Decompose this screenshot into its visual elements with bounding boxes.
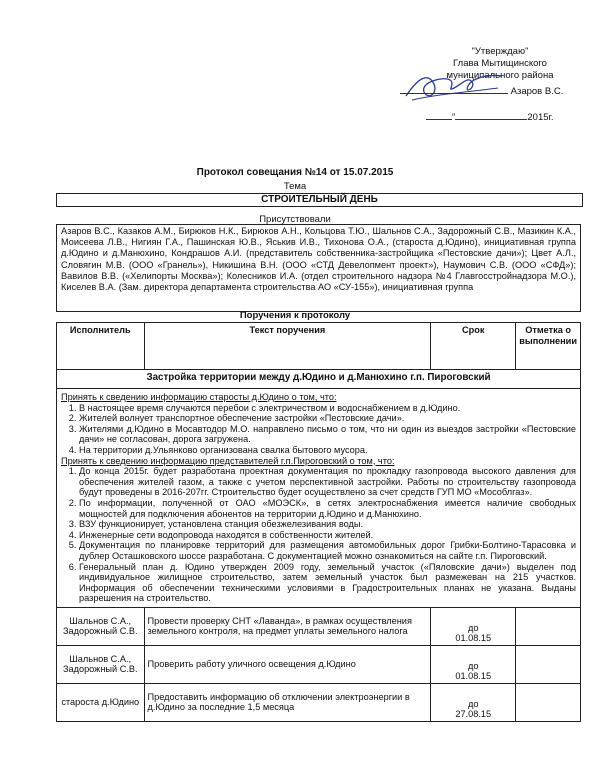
approval-line-1: "Утверждаю" [471, 46, 529, 57]
section-title: Застройка территории между д.Юдино и д.Манюхино г.п. Пироговский [57, 370, 581, 389]
row-deadline [431, 645, 516, 683]
representatives-list [61, 466, 576, 604]
date-year: 2015г. [527, 112, 554, 123]
table-header-row [57, 323, 581, 370]
theme-value: СТРОИТЕЛЬНЫЙ ДЕНЬ [56, 193, 583, 207]
orders-table [56, 322, 581, 722]
deadline-date: 01.08.15 [455, 632, 492, 643]
intro-headman: Принять к сведению информацию старосты д.Юдино о том, что: [61, 392, 337, 402]
row-mark [516, 607, 581, 645]
approval-line-3: муниципального района [446, 70, 554, 81]
orders-label: Поручения к протоколу [239, 310, 351, 321]
approval-line-2: Глава Мытищинского [453, 58, 547, 69]
attendees-list: Азаров В.С., Казаков А.М., Бирюков Н.К., Бирюков А.Н., Кольцова Т.Ю., Шальнов С.А., Задорожный С.В., Мазикин К.А., Моисеева Л.В., Нигиян Г.А., Пашинская Ю.В., Яськив И.В., Тихонова О.А., (староста д.Юдино), инициативная группа д.Юдино и д.Манюхино, Кондрашов А.И. (представитель собственника-застройщика «Пестовские дачи»); Цвет А.Л., Словягин М.В. (ООО «Гранель»), Никишина В.Н. (ООО «СТД Девелопмент проект»), Наумович С.В. (ООО «СФД»); Вавилов В.В. («Хелипорты Москва»); Колесников И.А. (отдел строительного надзора №4 Главгосстройнадзора М.О.), Киселев В.А. (Зам. директора департамента строительства АО «СУ-155»), инициативная группа [56, 224, 581, 312]
list-item: 2. По информации, полученной от ОАО «МОЭСК», в сетях электроснабжения имеется наличие свободных мощностей для подключения абонентов на территории д.Юдино и д.Манюхино. [79, 498, 576, 519]
deadline-date: 01.08.15 [455, 670, 492, 681]
row-deadline [431, 607, 516, 645]
signature-underline [400, 93, 508, 94]
row-executor: староста д.Юдино [57, 683, 145, 721]
row-deadline [431, 683, 516, 721]
list-item: 3. Жителями д.Юдино в Мосавтодор М.О. направлено письмо о том, что ни один из выездов застройки «Пестовские дачи» не согласован, дорога загружена. [79, 424, 576, 445]
deadline-date: 27.08.15 [455, 708, 492, 719]
row-task: Провести проверку СНТ «Лаванда», в рамках осуществления земельного контроля, на предмет уплаты земельного налога [144, 607, 431, 645]
deadline-prefix: до [467, 660, 479, 671]
month-blank [455, 119, 527, 120]
list-item: 2. Жителей волнует транспортное обеспечение застройки «Пестовские дачи». [79, 413, 576, 424]
theme-label: Тема [283, 181, 307, 192]
row-executor: Шальнов С.А., Задорожный С.В. [57, 607, 145, 645]
present-label: Присутствовали [259, 214, 331, 225]
headman-list [61, 403, 576, 456]
table-row [57, 683, 581, 721]
row-mark [516, 683, 581, 721]
list-item: 5. Документация по планировке территорий для размещения автомобильных дорог Грибки-Болтино-Тарасовка и дублер Осташковского шоссе разработана. С документацией можно ознакомиться на сайте г.п. Пироговский. [79, 540, 576, 561]
section-row [57, 370, 581, 389]
body-row [57, 389, 581, 608]
approval-date-line [426, 112, 586, 123]
header-term: Срок [431, 323, 516, 370]
header-text: Текст поручения [144, 323, 431, 370]
row-executor: Шальнов С.А., Задорожный С.В. [57, 645, 145, 683]
row-mark [516, 645, 581, 683]
day-blank [426, 119, 452, 120]
body-content [57, 389, 581, 608]
row-task: Предоставить информацию об отключении электроэнергии в д.Юдино за последние 1,5 месяца [144, 683, 431, 721]
header-mark: Отметка о выполнении [516, 323, 581, 370]
list-item: 4. На территории д.Ульянково организована свалка бытового мусора. [79, 445, 576, 456]
signature-line [400, 86, 580, 97]
date-quote-left: " [452, 112, 456, 123]
signer-name: Азаров В.С. [510, 86, 564, 97]
protocol-title: Протокол совещания №14 от 15.07.2015 [196, 167, 394, 178]
list-item: 6. Генеральный план д. Юдино утвержден 2009 году, земельный участок («Пяловские дачи») выделен под индивидуальное жилищное строительство, затем земельный участок был размежеван на 215 участков. Информация об обеспечении техническими условиями в Градостроительных планах не указана. Выданы разрешения на строительство. [79, 562, 576, 604]
list-item: 4. Инженерные сети водопровода находятся в собственности жителей. [79, 530, 576, 541]
intro-representatives: Принять к сведению информацию представителей г.п.Пироговский о том, что: [61, 455, 395, 466]
row-task: Проверить работу уличного освещения д.Юдино [144, 645, 431, 683]
list-item: 1. До конца 2015г. будет разработана проектная документация по прокладку газопровода высокого давления для обеспечения жителей газом, а также с учетом перспективной застройки. Работы по строительству газопровода будут проведены в 2016-207гг. Строительство будет осуществлено за счет средств ГУП МО «Мособлгаз». [79, 466, 576, 498]
list-item: 3. ВЗУ функционирует, установлена станция обезжелезивания воды. [79, 519, 576, 530]
header-executor: Исполнитель [57, 323, 145, 370]
table-row [57, 645, 581, 683]
table-row [57, 607, 581, 645]
list-item: 1. В настоящее время случаются перебои с электричеством и водоснабжением в д.Юдино. [79, 403, 576, 414]
deadline-prefix: до [467, 698, 479, 709]
deadline-prefix: до [467, 622, 479, 633]
